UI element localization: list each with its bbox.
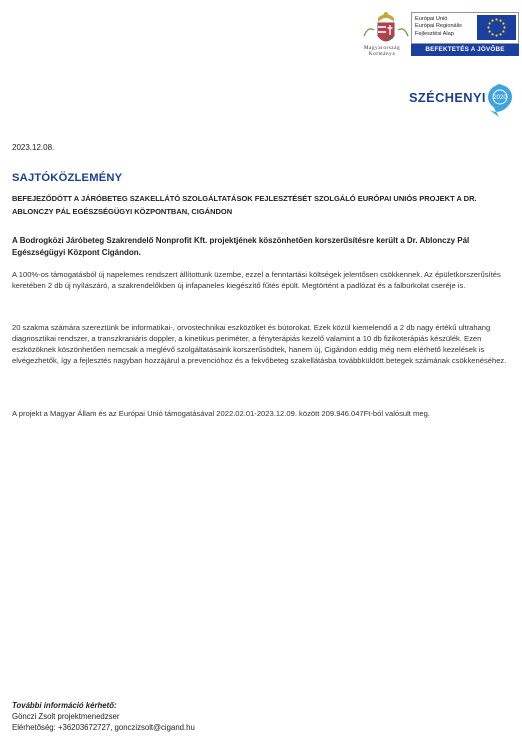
body-paragraph-3: A projekt a Magyar Állam és az Európai Unió támogatásával 2022.02.01-2023.12.09. között 209.946.047Ft-ból valósult meg. (12, 409, 430, 418)
szechenyi-2020-logo (481, 82, 517, 118)
invest-in-future-banner: BEFEKTETÉS A JÖVŐBE (411, 44, 519, 56)
government-line-1: Magyarország (363, 45, 401, 51)
government-name (346, 45, 418, 58)
eu-flag-icon (477, 15, 516, 40)
contact-details: Elérhetőség: +36203672727, gonczizsolt@cigand.hu (12, 723, 195, 733)
hungarian-coat-of-arms-logo (362, 10, 410, 48)
eu-line-1: Európai Unió (415, 16, 448, 22)
body-paragraph-2: 20 szakma számára szereztünk be informatikai-, orvostechnikai eszközöket és bútorokat. Ezek közül kiemelendő a 2 db nagy értékű ultrahang diagnosztikai rendszer, a transzkraniáris doppler, a kinetikus periméter, a fényterápiás kezelő valamint a 10 db fizikoterápiás készülék. Ezen eszközöknek köszönhetően nemcsak a meglévő szolgáltatásaink korszerűsödtek, hanem új, Cigándon eddig még nem elérhető kezelések is elvégezhetők, így a fejlesztés nagyban hozzájárul a prevencióhoz és a fekvőbeteg szakellátásba továbbküldött betegek számának csökkenéséhez. (12, 323, 507, 366)
eu-funding-box (411, 12, 519, 44)
lead-paragraph: A Bodrogközi Járóbeteg Szakrendelő Nonprofit Kft. projektjének köszönhetően korszerűsítésre került a Dr. Ablonczy Pál Egészségügyi Központ Cigándon. (12, 236, 470, 257)
document-date: 2023.12.08. (12, 143, 55, 152)
document-subtitle: BEFEJEZŐDÖTT A JÁRÓBETEG SZAKELLÁTÓ SZOLGÁLTATÁSOK FEJLESZTÉSÉT SZOLGÁLÓ EURÓPAI UNIÓS PROJEKT A DR. ABLONCZY PÁL EGÉSZSÉGÜGYI KÖZPONTBAN, CIGÁNDON (12, 194, 477, 216)
eu-line-3: Fejlesztési Alap (415, 30, 454, 37)
contact-name: Gönczi Zsolt projektmenedzser (12, 712, 120, 722)
body-paragraph-1: A 100%-os támogatásból új napelemes rendszert állítottunk üzembe, ezzel a fenntartási költségek jelentősen csökkennek. Az épületkorszerűsítés keretében 2 db új nyílászáró, a szakrendelőkben új infapaneles kiegészítő fűtés épült. Megtörtént a padlózat és a falburkolat cseréje is. (12, 270, 501, 291)
document-title: SAJTÓKÖZLEMÉNY (12, 172, 123, 184)
eu-funding-text (415, 16, 462, 38)
szechenyi-year: 2020 (493, 95, 507, 101)
contact-heading: További információ kérhető: (12, 701, 117, 710)
szechenyi-wordmark: SZÉCHENYI (409, 90, 486, 105)
contact-block (12, 700, 195, 734)
government-line-2: Kormánya (368, 51, 396, 58)
eu-line-2: Európai Regionális (415, 23, 462, 30)
